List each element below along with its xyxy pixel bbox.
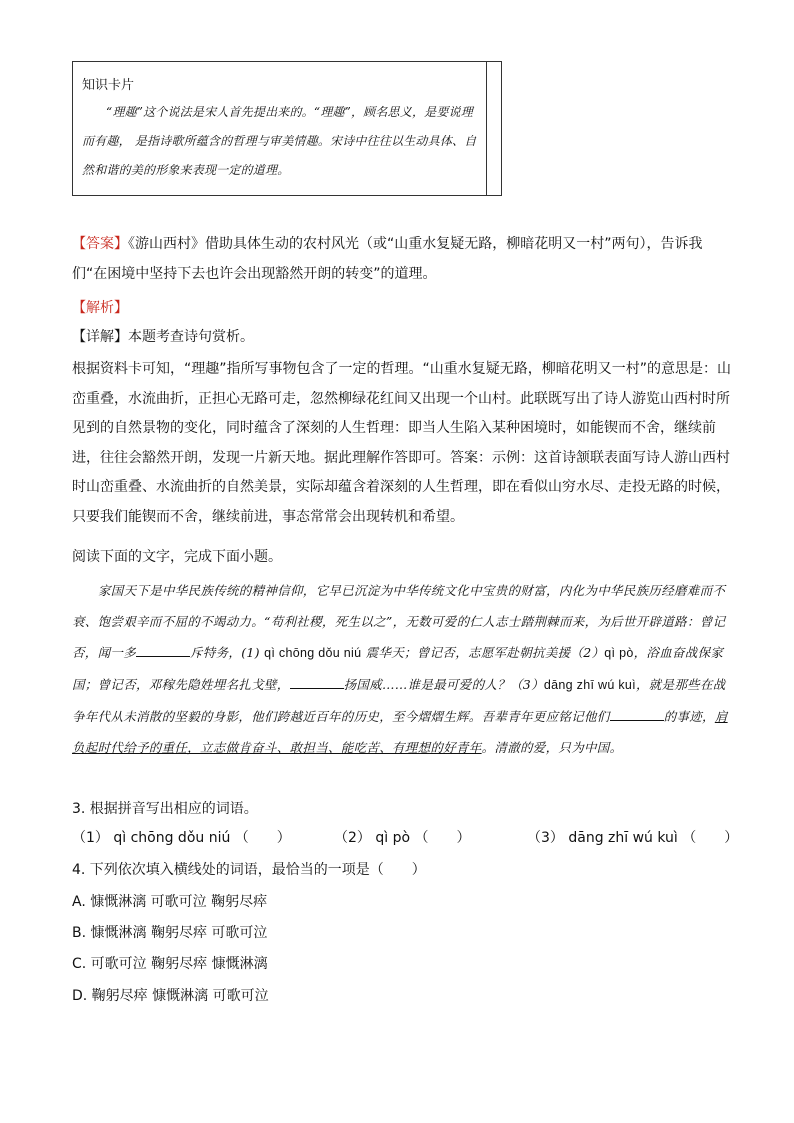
question-3-stem: 3. 根据拼音写出相应的词语。 [72, 801, 258, 817]
pinyin-1: qì chōng dǒu niú [264, 646, 362, 660]
q3-item-1[interactable]: （1） qì chōng dǒu niú （ ） [72, 830, 291, 846]
fill-blank-3[interactable] [610, 708, 664, 721]
fill-blank-2[interactable] [290, 676, 344, 689]
answer-text: 《游山西村》借助具体生动的农村风光（或“山重水复疑无路，柳暗花明又一村”两句），告诉我们“在困境中坚持下去也许会出现豁然开朗的转变”的道理。 [72, 236, 703, 282]
passage-segment: 。清澈的爱，只为中国。 [481, 740, 623, 755]
q4-option-b[interactable]: B. 慷慨淋漓 鞠躬尽瘁 可歌可泣 [72, 925, 268, 941]
card-border-line [486, 62, 487, 195]
detail-text: 根据资料卡可知，“理趣”指所写事物包含了一定的哲理。“山重水复疑无路，柳暗花明又一村”的意思是：山峦重叠，水流曲折，正担心无路可走，忽然柳绿花红间又出现一个山村。此联既写出了诗人游览山西村时所见到的自然景物的变化，同时蕴含了深刻的人生哲理：即当人生陷入某种困境时，如能锲而不舍，继续前进，往往会豁然开朗，发现一片新天地。据此理解作答即可。答案：示例：这首诗颔联表面写诗人游山西村时山峦重叠、水流曲折的自然美景，实际却蕴含着深刻的人生哲理，即在看似山穷水尽、走投无路的时候，只要我们能锲而不舍，继续前进，事态常常会出现转机和希望。 [72, 361, 732, 525]
passage-segment: 的事迹， [663, 709, 715, 724]
card-body: “理趣”这个说法是宋人首先提出来的。“理趣”，顾名思义，是要说理而有趣， 是指诗歌所蕴含的哲理与审美情趣。宋诗中往往以生动具体、自然和谐的美的形象来表现一定的道理。 [82, 105, 477, 177]
passage-segment: 扬国威……谁是最可爱的人？（3） [343, 677, 544, 692]
passage-segment: 斥特务，(1) [190, 645, 265, 660]
passage-segment: 震华天；曾记否，志愿军赴朝抗美援（2） [361, 645, 605, 660]
pinyin-3: dāng zhī wú kuì [543, 678, 636, 692]
question-4-stem: 4. 下列依次填入横线处的词语，最恰当的一项是（ ） [72, 862, 426, 878]
reading-passage [72, 575, 732, 763]
analysis-label: 【解析】 [72, 300, 128, 316]
underlined-sentence: 肩负起时代给予的重任，立志做肯奋斗、敢担当、能吃苦、有理想的好青年 [72, 709, 728, 755]
reading-instruction: 阅读下面的文字，完成下面小题。 [72, 549, 282, 565]
q4-option-d[interactable]: D. 鞠躬尽瘁 慷慨淋漓 可歌可泣 [72, 988, 269, 1004]
knowledge-card [72, 61, 502, 196]
q3-item-3[interactable]: （3） dāng zhī wú kuì （ ） [527, 830, 739, 846]
detail-heading [72, 326, 254, 346]
answer-paragraph [72, 230, 732, 289]
detail-label: 【详解】 [72, 329, 128, 345]
passage-segment: ，浴血奋战保家国；曾记否，邓稼先隐姓埋名扎戈壁， [72, 645, 724, 692]
q4-option-c[interactable]: C. 可歌可泣 鞠躬尽瘁 慷慨淋漓 [72, 956, 268, 972]
fill-blank-1[interactable] [136, 644, 190, 657]
answer-label: 【答案】 [72, 236, 128, 252]
passage-segment: ，就是那些在战争年代从未消散的坚毅的身影，他们跨越近百年的历史，至今熠熠生辉。吾辈青年更应铭记他们 [72, 677, 726, 724]
detail-intro: 本题考查诗句赏析。 [128, 329, 254, 345]
q3-item-2[interactable]: （2） qì pò （ ） [334, 830, 471, 846]
pinyin-2: qì pò [604, 646, 634, 660]
passage-segment: 家国天下是中华民族传统的精神信仰，它早已沉淀为中华传统文化中宝贵的财富，内化为中华民族历经磨难而不衰、饱尝艰辛而不屈的不竭动力。“苟利社稷，死生以之”，无数可爱的仁人志士踏荆棘而来，为后世开辟道路：曾记否，闻一多 [72, 583, 726, 660]
q4-option-a[interactable]: A. 慷慨淋漓 可歌可泣 鞠躬尽瘁 [72, 894, 268, 910]
card-title: 知识卡片 [82, 78, 135, 93]
